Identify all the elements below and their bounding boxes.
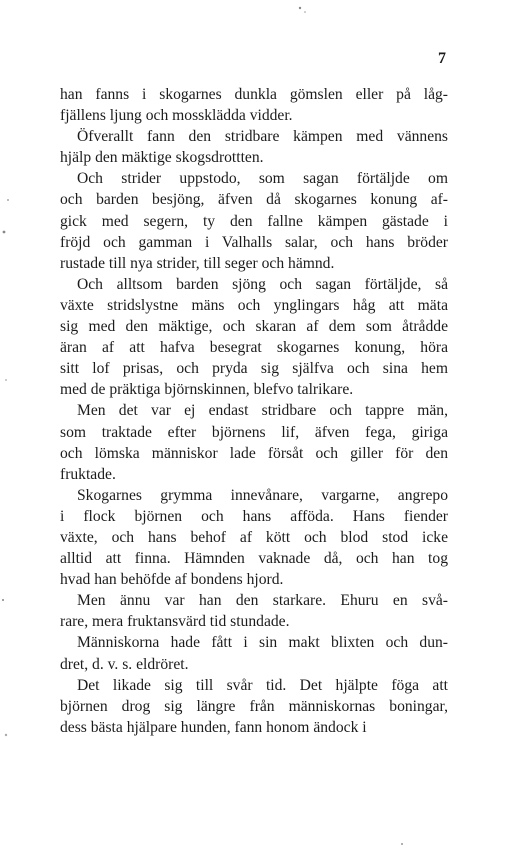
- speck: [401, 843, 403, 845]
- speck: [299, 7, 301, 9]
- text-line: växte, och hans behof af kött och blod stod icke: [60, 528, 448, 546]
- text-line: och barden besjöng, äfven då skogarnes konung af-: [60, 191, 448, 209]
- text-line: hvad han behöfde af bondens hjord.: [60, 571, 284, 589]
- text-line: rare, mera fruktansvärd tid stundade.: [60, 613, 290, 631]
- text-line: växte stridslystne mäns och ynglingars håg att mäta: [60, 296, 448, 314]
- speck: [304, 11, 306, 13]
- text-line: Och alltsom barden sjöng och sagan förtäljde, så: [77, 275, 448, 293]
- speck: [7, 199, 9, 201]
- text-line: Människorna hade fått i sin makt blixten och dun-: [77, 634, 448, 652]
- text-line: Och strider uppstodo, som sagan förtäljde om: [77, 170, 448, 188]
- paragraph: [60, 485, 448, 590]
- paragraph: [60, 274, 448, 401]
- text-line: som traktade efter björnens lif, äfven fega, giriga: [60, 423, 448, 441]
- paragraph: [60, 675, 448, 738]
- body-text: [60, 84, 448, 738]
- text-line: dess bästa hjälpare hunden, fann honom ändock i: [60, 718, 367, 736]
- text-line: gick med segern, ty den fallne kämpen gästade i: [60, 212, 448, 230]
- paragraph: [60, 84, 448, 126]
- speck: [5, 379, 7, 381]
- text-line: dret, d. v. s. eldröret.: [60, 655, 189, 673]
- text-line: fröjd och gamman i Valhalls salar, och hans bröder: [60, 233, 448, 251]
- paragraph: [60, 168, 448, 273]
- text-line: fjällens ljung och mossklädda vidder.: [60, 107, 293, 125]
- page-number: 7: [438, 50, 446, 67]
- paragraph: [60, 400, 448, 484]
- text-line: Skogarnes grymma innevånare, vargarne, angrepo: [77, 486, 448, 504]
- text-line: han fanns i skogarnes dunkla gömslen eller på låg-: [60, 86, 448, 103]
- speck: [2, 599, 4, 601]
- speck: [3, 231, 6, 234]
- text-line: och lömska människor lade försåt och giller för den: [60, 444, 448, 462]
- text-line: björnen drog sig längre från människornas boningar,: [60, 697, 448, 715]
- text-line: Men ännu var han den starkare. Ehuru en svå-: [77, 592, 448, 610]
- text-line: hjälp den mäktige skogsdrottten.: [60, 149, 264, 167]
- text-line: Det likade sig till svår tid. Det hjälpte föga att: [77, 676, 448, 694]
- paragraph: [60, 590, 448, 632]
- text-line: Men det var ej endast stridbare och tappre män,: [77, 402, 448, 420]
- text-line: äran af att hafva besegrat skogarnes konung, höra: [60, 339, 448, 357]
- text-line: sitt lof prisas, och pryda sig själfva och sina hem: [60, 360, 448, 378]
- text-line: alltid att finna. Hämnden vaknade då, och han tog: [60, 550, 448, 568]
- text-line: med de präktiga björnskinnen, blefvo talrikare.: [60, 381, 354, 399]
- speck: [5, 734, 7, 736]
- text-line: Öfverallt fann den stridbare kämpen med vännens: [77, 128, 448, 146]
- paragraph: [60, 126, 448, 168]
- text-line: rustade till nya strider, till seger och hämnd.: [60, 254, 335, 272]
- text-line: i flock björnen och hans afföda. Hans fiender: [60, 507, 448, 525]
- paragraph: [60, 632, 448, 674]
- text-line: sig med den mäktige, och skaran af dem som åtrådde: [60, 318, 448, 336]
- text-line: fruktade.: [60, 465, 116, 483]
